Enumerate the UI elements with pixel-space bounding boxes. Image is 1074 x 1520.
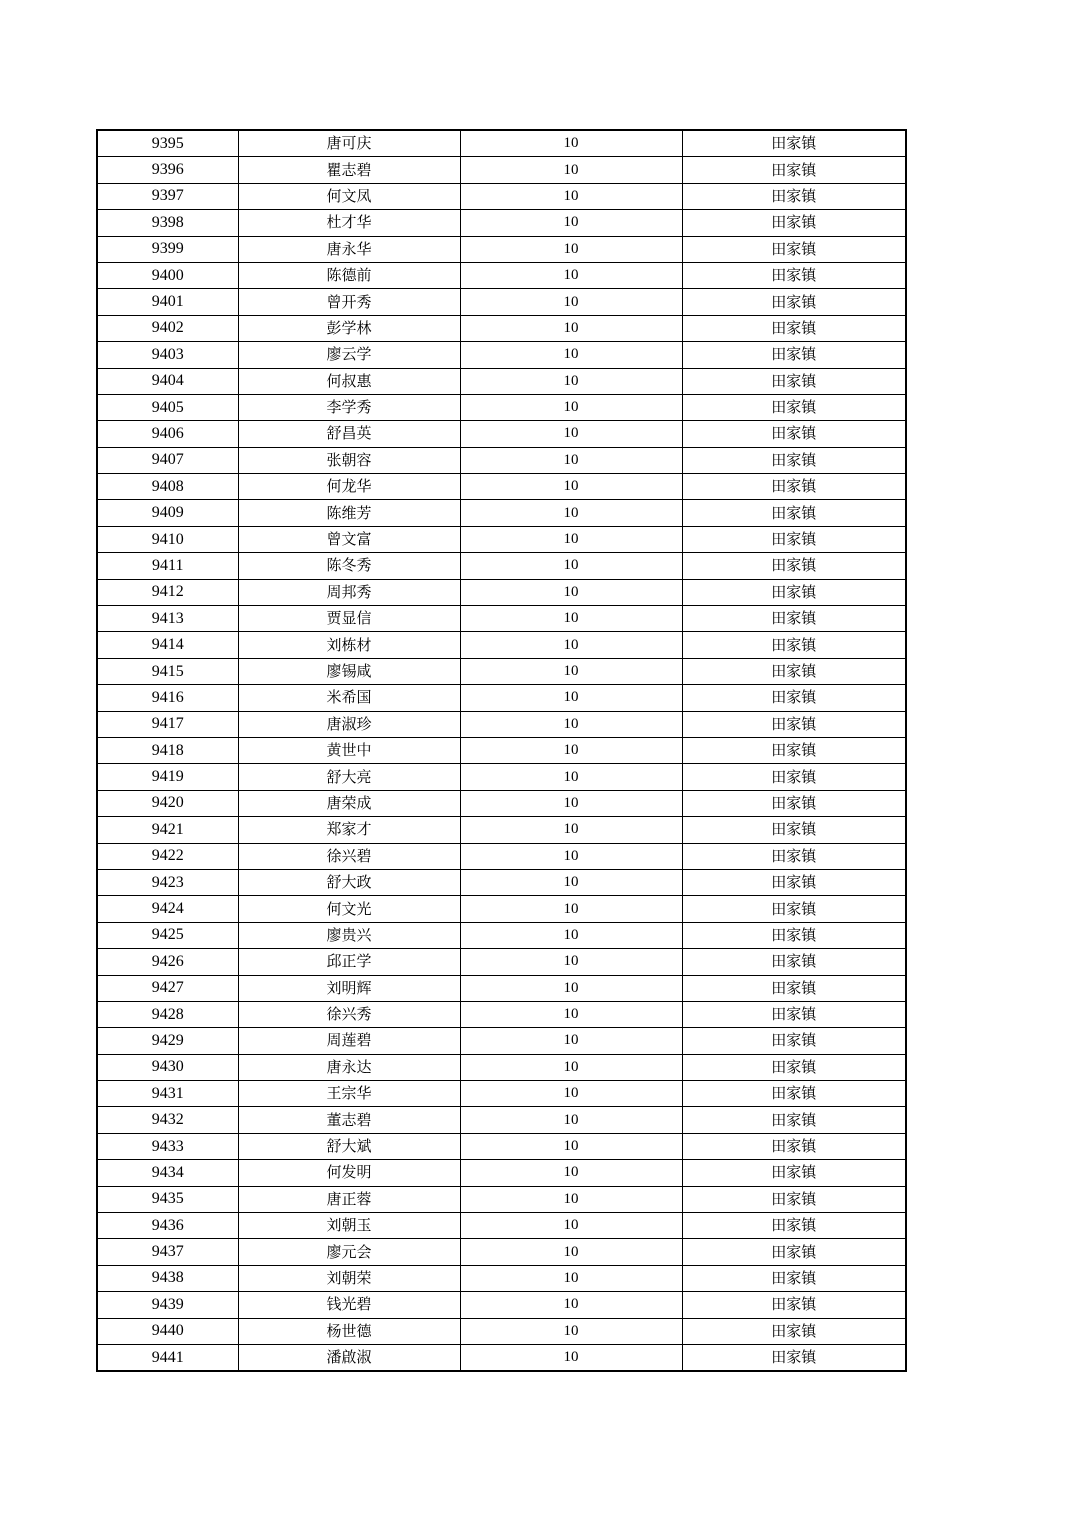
cell-name: 何发明	[238, 1160, 460, 1186]
cell-town: 田家镇	[682, 447, 906, 473]
cell-amount: 10	[460, 1239, 682, 1265]
cell-serial-number: 9436	[97, 1213, 238, 1239]
cell-town: 田家镇	[682, 421, 906, 447]
cell-town: 田家镇	[682, 342, 906, 368]
cell-name: 潘啟淑	[238, 1344, 460, 1371]
table-row	[97, 157, 906, 183]
cell-town: 田家镇	[682, 130, 906, 157]
cell-serial-number: 9431	[97, 1081, 238, 1107]
table-row	[97, 315, 906, 341]
cell-name: 何龙华	[238, 474, 460, 500]
cell-serial-number: 9410	[97, 526, 238, 552]
table-row	[97, 975, 906, 1001]
cell-town: 田家镇	[682, 869, 906, 895]
cell-amount: 10	[460, 1107, 682, 1133]
cell-name: 唐永华	[238, 236, 460, 262]
cell-amount: 10	[460, 394, 682, 420]
cell-amount: 10	[460, 1054, 682, 1080]
table-row	[97, 685, 906, 711]
cell-name: 舒昌英	[238, 421, 460, 447]
cell-name: 黄世中	[238, 737, 460, 763]
table-row	[97, 1265, 906, 1291]
cell-amount: 10	[460, 711, 682, 737]
cell-amount: 10	[460, 526, 682, 552]
table-row	[97, 474, 906, 500]
cell-serial-number: 9414	[97, 632, 238, 658]
cell-town: 田家镇	[682, 922, 906, 948]
cell-amount: 10	[460, 737, 682, 763]
table-row	[97, 579, 906, 605]
cell-amount: 10	[460, 1213, 682, 1239]
cell-town: 田家镇	[682, 210, 906, 236]
table-row	[97, 1344, 906, 1371]
cell-serial-number: 9420	[97, 790, 238, 816]
cell-serial-number: 9405	[97, 394, 238, 420]
cell-amount: 10	[460, 1133, 682, 1159]
cell-amount: 10	[460, 949, 682, 975]
cell-name: 刘明辉	[238, 975, 460, 1001]
cell-amount: 10	[460, 315, 682, 341]
table-row	[97, 130, 906, 157]
table-row	[97, 1186, 906, 1212]
table-row	[97, 632, 906, 658]
table-row	[97, 1028, 906, 1054]
cell-name: 徐兴秀	[238, 1001, 460, 1027]
table-body	[97, 130, 906, 1371]
cell-town: 田家镇	[682, 711, 906, 737]
cell-town: 田家镇	[682, 315, 906, 341]
cell-serial-number: 9398	[97, 210, 238, 236]
cell-amount: 10	[460, 869, 682, 895]
cell-town: 田家镇	[682, 1054, 906, 1080]
cell-name: 杨世德	[238, 1318, 460, 1344]
cell-name: 唐正蓉	[238, 1186, 460, 1212]
cell-amount: 10	[460, 764, 682, 790]
cell-amount: 10	[460, 843, 682, 869]
table-row	[97, 236, 906, 262]
cell-town: 田家镇	[682, 685, 906, 711]
cell-serial-number: 9416	[97, 685, 238, 711]
cell-amount: 10	[460, 500, 682, 526]
cell-serial-number: 9415	[97, 658, 238, 684]
cell-serial-number: 9399	[97, 236, 238, 262]
cell-town: 田家镇	[682, 500, 906, 526]
table-row	[97, 447, 906, 473]
cell-name: 张朝容	[238, 447, 460, 473]
cell-name: 周邦秀	[238, 579, 460, 605]
cell-serial-number: 9426	[97, 949, 238, 975]
cell-name: 董志碧	[238, 1107, 460, 1133]
cell-town: 田家镇	[682, 817, 906, 843]
cell-name: 周莲碧	[238, 1028, 460, 1054]
cell-name: 李学秀	[238, 394, 460, 420]
cell-name: 陈维芳	[238, 500, 460, 526]
cell-serial-number: 9412	[97, 579, 238, 605]
cell-town: 田家镇	[682, 1001, 906, 1027]
table-row	[97, 1239, 906, 1265]
table-row	[97, 896, 906, 922]
table-row	[97, 183, 906, 209]
table-row	[97, 368, 906, 394]
cell-serial-number: 9433	[97, 1133, 238, 1159]
table-row	[97, 949, 906, 975]
table-row	[97, 737, 906, 763]
cell-amount: 10	[460, 421, 682, 447]
table-row	[97, 500, 906, 526]
cell-town: 田家镇	[682, 1186, 906, 1212]
cell-amount: 10	[460, 658, 682, 684]
data-table	[96, 129, 907, 1372]
cell-serial-number: 9440	[97, 1318, 238, 1344]
table-row	[97, 1133, 906, 1159]
cell-serial-number: 9413	[97, 606, 238, 632]
cell-serial-number: 9419	[97, 764, 238, 790]
cell-serial-number: 9432	[97, 1107, 238, 1133]
table-row	[97, 1318, 906, 1344]
cell-serial-number: 9422	[97, 843, 238, 869]
cell-amount: 10	[460, 130, 682, 157]
cell-name: 贾显信	[238, 606, 460, 632]
cell-town: 田家镇	[682, 526, 906, 552]
table-row	[97, 342, 906, 368]
cell-serial-number: 9430	[97, 1054, 238, 1080]
cell-amount: 10	[460, 553, 682, 579]
cell-serial-number: 9403	[97, 342, 238, 368]
cell-serial-number: 9429	[97, 1028, 238, 1054]
cell-town: 田家镇	[682, 975, 906, 1001]
cell-serial-number: 9408	[97, 474, 238, 500]
cell-town: 田家镇	[682, 474, 906, 500]
cell-town: 田家镇	[682, 157, 906, 183]
cell-amount: 10	[460, 1265, 682, 1291]
cell-name: 廖元会	[238, 1239, 460, 1265]
cell-amount: 10	[460, 1344, 682, 1371]
cell-amount: 10	[460, 1001, 682, 1027]
cell-name: 刘朝玉	[238, 1213, 460, 1239]
cell-serial-number: 9441	[97, 1344, 238, 1371]
cell-serial-number: 9417	[97, 711, 238, 737]
cell-name: 刘朝荣	[238, 1265, 460, 1291]
table-row	[97, 843, 906, 869]
cell-serial-number: 9425	[97, 922, 238, 948]
cell-town: 田家镇	[682, 1292, 906, 1318]
cell-name: 舒大政	[238, 869, 460, 895]
cell-serial-number: 9397	[97, 183, 238, 209]
cell-town: 田家镇	[682, 1160, 906, 1186]
table-row	[97, 526, 906, 552]
cell-amount: 10	[460, 368, 682, 394]
cell-amount: 10	[460, 1160, 682, 1186]
cell-serial-number: 9400	[97, 262, 238, 288]
cell-serial-number: 9411	[97, 553, 238, 579]
cell-amount: 10	[460, 975, 682, 1001]
cell-name: 钱光碧	[238, 1292, 460, 1318]
cell-amount: 10	[460, 606, 682, 632]
cell-amount: 10	[460, 579, 682, 605]
cell-serial-number: 9395	[97, 130, 238, 157]
table-row	[97, 210, 906, 236]
cell-name: 唐可庆	[238, 130, 460, 157]
cell-town: 田家镇	[682, 394, 906, 420]
cell-town: 田家镇	[682, 737, 906, 763]
cell-serial-number: 9407	[97, 447, 238, 473]
table-row	[97, 1107, 906, 1133]
table-row	[97, 553, 906, 579]
table-row	[97, 1292, 906, 1318]
table-row	[97, 394, 906, 420]
table-row	[97, 1001, 906, 1027]
cell-town: 田家镇	[682, 790, 906, 816]
table-row	[97, 922, 906, 948]
table-row	[97, 1054, 906, 1080]
cell-name: 舒大亮	[238, 764, 460, 790]
cell-name: 郑家才	[238, 817, 460, 843]
cell-amount: 10	[460, 236, 682, 262]
cell-name: 刘栋材	[238, 632, 460, 658]
table-row	[97, 817, 906, 843]
cell-town: 田家镇	[682, 1265, 906, 1291]
cell-town: 田家镇	[682, 289, 906, 315]
cell-serial-number: 9421	[97, 817, 238, 843]
cell-name: 廖锡咸	[238, 658, 460, 684]
cell-amount: 10	[460, 262, 682, 288]
cell-town: 田家镇	[682, 1107, 906, 1133]
cell-town: 田家镇	[682, 1081, 906, 1107]
cell-serial-number: 9418	[97, 737, 238, 763]
cell-amount: 10	[460, 922, 682, 948]
cell-name: 曾文富	[238, 526, 460, 552]
cell-town: 田家镇	[682, 1239, 906, 1265]
cell-amount: 10	[460, 342, 682, 368]
cell-town: 田家镇	[682, 262, 906, 288]
table-row	[97, 658, 906, 684]
cell-serial-number: 9396	[97, 157, 238, 183]
table-row	[97, 869, 906, 895]
cell-town: 田家镇	[682, 632, 906, 658]
cell-serial-number: 9439	[97, 1292, 238, 1318]
cell-town: 田家镇	[682, 764, 906, 790]
cell-serial-number: 9409	[97, 500, 238, 526]
cell-name: 彭学林	[238, 315, 460, 341]
cell-amount: 10	[460, 632, 682, 658]
cell-name: 唐永达	[238, 1054, 460, 1080]
cell-town: 田家镇	[682, 579, 906, 605]
table-row	[97, 764, 906, 790]
cell-amount: 10	[460, 790, 682, 816]
cell-name: 曾开秀	[238, 289, 460, 315]
cell-serial-number: 9402	[97, 315, 238, 341]
table-row	[97, 262, 906, 288]
table-row	[97, 289, 906, 315]
cell-amount: 10	[460, 210, 682, 236]
cell-name: 邱正学	[238, 949, 460, 975]
cell-town: 田家镇	[682, 1213, 906, 1239]
table-row	[97, 711, 906, 737]
cell-name: 陈德前	[238, 262, 460, 288]
cell-town: 田家镇	[682, 658, 906, 684]
cell-name: 杜才华	[238, 210, 460, 236]
cell-town: 田家镇	[682, 1318, 906, 1344]
cell-name: 陈冬秀	[238, 553, 460, 579]
cell-name: 舒大斌	[238, 1133, 460, 1159]
cell-amount: 10	[460, 1292, 682, 1318]
cell-town: 田家镇	[682, 368, 906, 394]
cell-serial-number: 9424	[97, 896, 238, 922]
cell-name: 廖贵兴	[238, 922, 460, 948]
cell-town: 田家镇	[682, 1133, 906, 1159]
cell-name: 唐荣成	[238, 790, 460, 816]
cell-town: 田家镇	[682, 1028, 906, 1054]
cell-amount: 10	[460, 157, 682, 183]
cell-serial-number: 9428	[97, 1001, 238, 1027]
table-row	[97, 606, 906, 632]
cell-town: 田家镇	[682, 183, 906, 209]
cell-amount: 10	[460, 289, 682, 315]
table-row	[97, 1213, 906, 1239]
cell-serial-number: 9401	[97, 289, 238, 315]
table-row	[97, 1081, 906, 1107]
cell-amount: 10	[460, 1028, 682, 1054]
cell-town: 田家镇	[682, 1344, 906, 1371]
cell-amount: 10	[460, 1318, 682, 1344]
cell-amount: 10	[460, 685, 682, 711]
cell-town: 田家镇	[682, 896, 906, 922]
cell-serial-number: 9437	[97, 1239, 238, 1265]
cell-serial-number: 9435	[97, 1186, 238, 1212]
cell-town: 田家镇	[682, 553, 906, 579]
cell-name: 何文光	[238, 896, 460, 922]
cell-amount: 10	[460, 1186, 682, 1212]
cell-serial-number: 9434	[97, 1160, 238, 1186]
cell-name: 瞿志碧	[238, 157, 460, 183]
cell-serial-number: 9427	[97, 975, 238, 1001]
table-row	[97, 421, 906, 447]
cell-town: 田家镇	[682, 606, 906, 632]
cell-serial-number: 9438	[97, 1265, 238, 1291]
cell-name: 何叔惠	[238, 368, 460, 394]
cell-name: 何文凤	[238, 183, 460, 209]
cell-name: 王宗华	[238, 1081, 460, 1107]
cell-serial-number: 9406	[97, 421, 238, 447]
cell-name: 廖云学	[238, 342, 460, 368]
cell-town: 田家镇	[682, 236, 906, 262]
table-row	[97, 1160, 906, 1186]
cell-serial-number: 9423	[97, 869, 238, 895]
cell-town: 田家镇	[682, 949, 906, 975]
cell-serial-number: 9404	[97, 368, 238, 394]
cell-name: 唐淑珍	[238, 711, 460, 737]
cell-amount: 10	[460, 447, 682, 473]
cell-name: 徐兴碧	[238, 843, 460, 869]
cell-name: 米希国	[238, 685, 460, 711]
cell-amount: 10	[460, 183, 682, 209]
cell-amount: 10	[460, 1081, 682, 1107]
table-row	[97, 790, 906, 816]
cell-amount: 10	[460, 896, 682, 922]
cell-town: 田家镇	[682, 843, 906, 869]
cell-amount: 10	[460, 817, 682, 843]
cell-amount: 10	[460, 474, 682, 500]
